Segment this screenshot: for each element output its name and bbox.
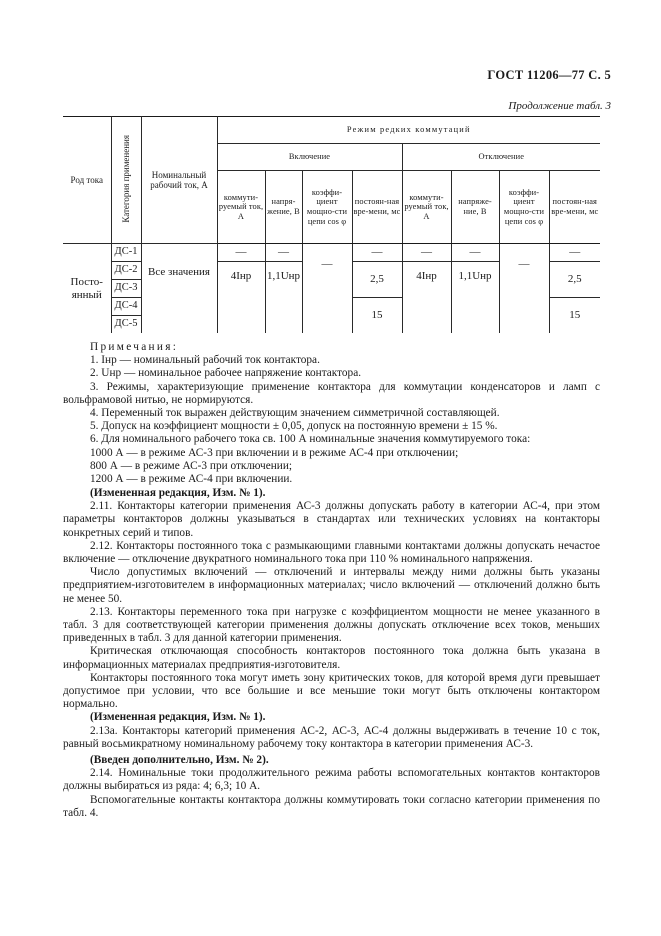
cell-category: ДС-1	[111, 244, 141, 262]
page-header: ГОСТ 11206—77 С. 5	[487, 68, 611, 82]
note-2: 2. Uнр — номинальное рабочее напряжение контактора.	[90, 367, 362, 380]
header-making: Включение	[217, 144, 402, 171]
header-off-time-constant: постоян-ная вре-мени, мс	[549, 171, 600, 244]
cell-dash: —	[499, 244, 549, 334]
header-rated-current: Номинальный рабочий ток, А	[141, 117, 217, 244]
clause-2-13-b: Критическая отключающая способность контакторов постоянного тока должна быть указана в информационных материалах предприятия-изготовителя.	[63, 645, 600, 671]
clause-2-14-b: Вспомогательные контакты контактора должны коммутировать токи согласно категории применения по табл. 4.	[63, 793, 600, 819]
clause-2-11: 2.11. Контакторы категории применения АС-3 должны допускать работу в категории АС-4, при этом параметры контакторов должны указываться в стандартах или технических условиях на контакторы конкретных серий и типов.	[63, 500, 600, 539]
table-notes	[63, 341, 600, 486]
cell-on-time-15: 15	[352, 298, 402, 334]
edit-note-3: (Введен дополнительно, Изм. № 2).	[90, 754, 269, 767]
cell-dash: —	[352, 244, 402, 262]
cell-current-type: Посто-янный	[63, 244, 111, 334]
notes-title: Примечания:	[90, 341, 179, 353]
cell-off-time-15: 15	[549, 298, 600, 334]
note-6c: 1200 А — в режиме АС-4 при включении.	[90, 473, 293, 486]
header-breaking: Отключение	[402, 144, 600, 171]
header-on-voltage: напря-жение, В	[265, 171, 302, 244]
clause-2-12: 2.12. Контакторы постоянного тока с размыкающими главными контактами должны допускать нечастое включение — отключение двукратного номинального тока при 110 % номинального напряжения.	[63, 539, 600, 566]
cell-dash: —	[302, 244, 352, 334]
cell-dash: —	[265, 244, 302, 262]
header-off-voltage: напряже-ние, В	[451, 171, 499, 244]
cell-on-voltage: 1,1Uнр	[265, 262, 302, 334]
cell-dash: —	[402, 244, 451, 262]
cell-off-current: 4Iнр	[402, 262, 451, 334]
cell-category: ДС-2	[111, 262, 141, 280]
header-current-type: Род тока	[63, 117, 111, 244]
parameters-table	[63, 116, 600, 333]
clause-2-12-b: Число допустимых включений — отключений и интервалы между ними должны быть указаны предприятием-изготовителем в информационных материалах; число включений — отключений должно быть не менее 50.	[63, 566, 600, 605]
clause-2-13: 2.13. Контакторы переменного тока при нагрузке с коэффициентом мощности не менее указанного в табл. 3 для соответствующей категории применения должны допускать отключение всех токов, меньших приведенных в табл. 3 для данной категории применения.	[63, 605, 600, 645]
clause-2-13-c: Контакторы постоянного тока могут иметь зону критических токов, для которой время дуги превышает допустимое при условии, что все большие и все меньшие токи могут быть отключены контактором нормально.	[63, 671, 600, 711]
note-6: 6. Для номинального рабочего тока св. 100 А номинальные значения коммутируемого тока:	[90, 433, 531, 446]
table-continuation-label: Продолжение табл. 3	[508, 100, 611, 112]
clause-2-14: 2.14. Номинальные токи продолжительного режима работы вспомогательных контактов контакторов должны выбираться из ряда: 4; 6,3; 10 А.	[63, 767, 600, 793]
header-on-current: коммути-руемый ток, А	[217, 171, 265, 244]
edit-note-1: (Измененная редакция, Изм. № 1).	[90, 487, 266, 499]
cell-dash: —	[451, 244, 499, 262]
cell-dash: —	[549, 244, 600, 262]
cell-on-time-2-5: 2,5	[352, 262, 402, 298]
header-off-current: коммути-руемый ток, А	[402, 171, 451, 244]
note-5: 5. Допуск на коэффициент мощности ± 0,05, допуск на постоянную времени ± 15 %.	[90, 420, 498, 433]
note-3: 3. Режимы, характеризующие применение контактора для коммутации конденсаторов и ламп с вольфрамовой нитью, не нормируются.	[63, 380, 600, 406]
note-1: 1. Iнр — номинальный рабочий ток контактора.	[90, 354, 320, 367]
note-4: 4. Переменный ток выражен действующим значением симметричной составляющей.	[90, 407, 500, 420]
cell-on-current: 4Iнр	[217, 262, 265, 334]
header-on-power-factor: коэффи-циент мощно-сти цепи cos φ	[302, 171, 352, 244]
cell-category: ДС-5	[111, 316, 141, 334]
cell-off-voltage: 1,1Uнр	[451, 262, 499, 334]
cell-off-time-2-5: 2,5	[549, 262, 600, 298]
header-category: Категория применения	[111, 117, 141, 244]
note-6a: 1000 А — в режиме АС-3 при включении и в режиме АС-4 при отключении;	[90, 446, 459, 459]
header-rare-switching-mode: Режим редких коммутаций	[217, 117, 600, 144]
cell-dash: —	[217, 244, 265, 262]
cell-category: ДС-3	[111, 280, 141, 298]
clause-2-13a: 2.13а. Контакторы категорий применения АС-2, АС-3, АС-4 должны выдерживать в течение 10 с ток, равный восьмикратному номинальному рабочему току контактора в категории применения АС-3.	[63, 724, 600, 750]
edit-note-2: (Измененная редакция, Изм. № 1).	[90, 711, 266, 724]
header-on-time-constant: постоян-ная вре-мени, мс	[352, 171, 402, 244]
header-off-power-factor: коэффи-циент мощно-сти цепи cos φ	[499, 171, 549, 244]
note-6b: 800 А — в режиме АС-3 при отключении;	[90, 459, 293, 472]
cell-rated-current: Все значения	[141, 244, 217, 334]
body-text	[63, 487, 600, 820]
table-row	[63, 244, 600, 262]
cell-category: ДС-4	[111, 298, 141, 316]
